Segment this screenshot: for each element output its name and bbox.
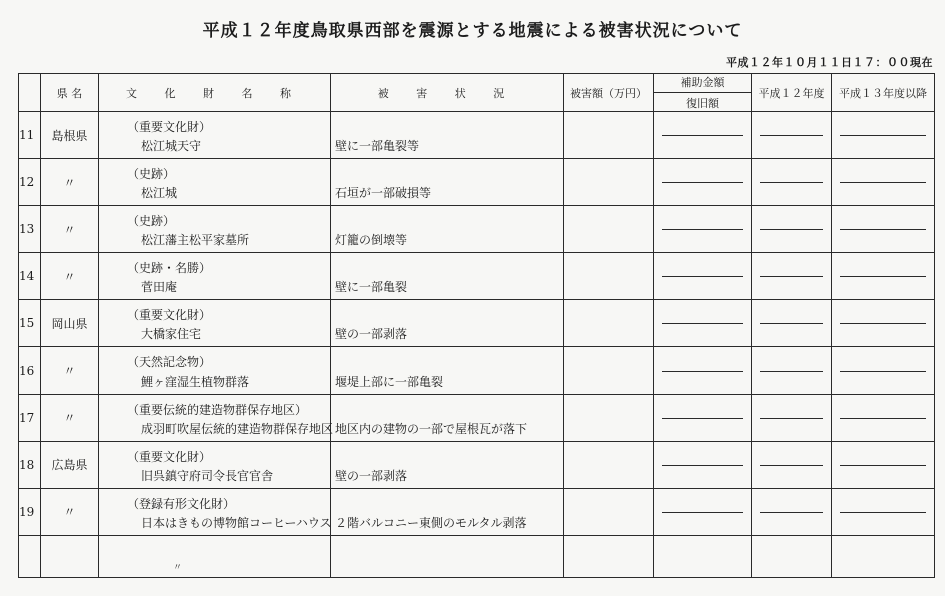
row-number: 13 xyxy=(19,206,41,253)
table-row xyxy=(19,112,935,159)
row-restore xyxy=(654,347,752,394)
row-fy13 xyxy=(832,253,935,300)
row-number: 18 xyxy=(19,441,41,488)
row-damage-text: 壁に一部亀裂等 xyxy=(335,139,420,154)
row-fy13 xyxy=(832,441,935,488)
row-fy12 xyxy=(752,112,832,159)
header-no xyxy=(19,74,41,112)
blank-cell xyxy=(564,535,654,577)
row-number: 17 xyxy=(19,394,41,441)
row-category: （史跡） xyxy=(127,214,176,229)
row-fy13 xyxy=(832,347,935,394)
row-prefecture: 〃 xyxy=(41,206,99,253)
row-fy12 xyxy=(752,159,832,206)
row-prefecture: 〃 xyxy=(41,347,99,394)
row-amount xyxy=(564,300,654,347)
dash-line xyxy=(662,276,743,277)
row-prefecture: 〃 xyxy=(41,159,99,206)
row-number: 19 xyxy=(19,488,41,535)
row-damage-text: ２階バルコニー東側のモルタル剥落 xyxy=(335,515,527,530)
header-fy13: 平成１３年度以降 xyxy=(832,74,935,112)
dash-line xyxy=(840,135,926,136)
dash-line xyxy=(662,323,743,324)
dash-line xyxy=(840,229,926,230)
blank-cell xyxy=(331,535,564,577)
row-damage xyxy=(331,441,564,488)
table-row xyxy=(19,300,935,347)
row-category: （重要文化財） xyxy=(127,120,212,134)
row-property-name: 松江藩主松平家墓所 xyxy=(141,233,250,248)
row-restore xyxy=(654,441,752,488)
row-damage-text: 堰堤上部に一部亀裂 xyxy=(335,374,444,389)
row-property xyxy=(99,441,331,488)
row-category: （重要文化財） xyxy=(127,449,212,464)
header-fy12: 平成１２年度 xyxy=(752,74,832,112)
row-property xyxy=(99,206,331,253)
row-number: 11 xyxy=(19,112,41,159)
header-name: 文 化 財 名 称 xyxy=(99,74,331,112)
row-damage xyxy=(331,488,564,535)
dash-line xyxy=(760,323,823,324)
dash-line xyxy=(840,512,926,513)
row-property-name: 松江城天守 xyxy=(141,139,202,154)
row-category: （重要伝統的建造物群保存地区） xyxy=(127,402,308,417)
row-number: 15 xyxy=(19,300,41,347)
dash-line xyxy=(840,418,926,419)
dash-line xyxy=(760,135,823,136)
row-property-name: 鯉ヶ窪湿生植物群落 xyxy=(141,374,250,389)
row-prefecture: 広島県 xyxy=(41,441,99,488)
row-category: （登録有形文化財） xyxy=(127,496,236,511)
row-fy12 xyxy=(752,253,832,300)
header-damage: 被 害 状 況 xyxy=(331,74,564,112)
row-damage xyxy=(331,159,564,206)
row-prefecture: 〃 xyxy=(41,394,99,441)
row-damage-text: 灯籠の倒壊等 xyxy=(335,233,408,248)
table-row xyxy=(19,206,935,253)
row-fy13 xyxy=(832,300,935,347)
header-amount: 被害額（万円） xyxy=(564,74,654,112)
header-restore-label: 復旧額 xyxy=(654,92,751,111)
row-amount xyxy=(564,394,654,441)
dash-line xyxy=(760,465,823,466)
row-fy12 xyxy=(752,488,832,535)
dash-line xyxy=(662,418,743,419)
table-row xyxy=(19,159,935,206)
row-fy12 xyxy=(752,394,832,441)
table-row xyxy=(19,347,935,394)
row-restore xyxy=(654,206,752,253)
header-subsidy-label: 補助金額 xyxy=(680,76,725,89)
blank-cell xyxy=(19,535,41,577)
row-fy12 xyxy=(752,347,832,394)
dash-line xyxy=(662,182,743,183)
row-damage xyxy=(331,112,564,159)
table-row xyxy=(19,441,935,488)
table-row xyxy=(19,394,935,441)
row-property-name: 日本はきもの博物館コーヒーハウス xyxy=(141,515,332,530)
row-restore xyxy=(654,488,752,535)
row-amount xyxy=(564,488,654,535)
dash-line xyxy=(760,418,823,419)
dash-line xyxy=(662,371,743,372)
dash-line xyxy=(760,512,823,513)
row-property-name: 旧呉鎮守府司令長官官舎 xyxy=(141,468,274,483)
row-amount xyxy=(564,253,654,300)
dash-line xyxy=(760,229,823,230)
row-damage xyxy=(331,347,564,394)
row-number: 14 xyxy=(19,253,41,300)
row-damage-text: 壁に一部亀裂 xyxy=(335,280,408,295)
row-fy13 xyxy=(832,488,935,535)
page-title: 平成１２年度鳥取県西部を震源とする地震による被害状況について xyxy=(202,21,743,41)
row-damage xyxy=(331,206,564,253)
row-damage xyxy=(331,300,564,347)
row-restore xyxy=(654,112,752,159)
row-damage-text: 地区内の建物の一部で屋根瓦が落下 xyxy=(335,421,528,436)
dash-line xyxy=(840,182,926,183)
row-prefecture: 岡山県 xyxy=(41,300,99,347)
row-damage-text: 壁の一部剥落 xyxy=(335,327,408,342)
dash-line xyxy=(760,371,823,372)
row-amount xyxy=(564,347,654,394)
row-fy13 xyxy=(832,112,935,159)
row-property-name: 大橋家住宅 xyxy=(141,327,202,342)
row-restore xyxy=(654,394,752,441)
dash-line xyxy=(662,135,743,136)
row-property xyxy=(99,300,331,347)
damage-table xyxy=(18,73,935,578)
blank-cell xyxy=(654,535,752,577)
dash-line xyxy=(840,276,926,277)
dash-line xyxy=(662,229,743,230)
row-category: （重要文化財） xyxy=(127,308,212,323)
blank-row-mark: 〃 xyxy=(173,563,183,573)
row-fy13 xyxy=(832,159,935,206)
blank-cell xyxy=(832,535,935,577)
table-row-blank xyxy=(19,535,935,577)
row-category: （天然記念物） xyxy=(127,355,212,370)
row-amount xyxy=(564,206,654,253)
row-number: 16 xyxy=(19,347,41,394)
dash-line xyxy=(760,276,823,277)
row-fy12 xyxy=(752,300,832,347)
row-property xyxy=(99,253,331,300)
dash-line xyxy=(662,512,743,513)
header-pref: 県 名 xyxy=(41,74,99,112)
row-restore xyxy=(654,159,752,206)
dash-line xyxy=(840,465,926,466)
row-restore xyxy=(654,253,752,300)
blank-cell xyxy=(752,535,832,577)
dash-line xyxy=(840,371,926,372)
row-fy13 xyxy=(832,394,935,441)
table-row xyxy=(19,488,935,535)
dash-line xyxy=(840,323,926,324)
as-of-date: 平成１２年１０月１１日１７：００現在 xyxy=(726,56,933,69)
row-property xyxy=(99,112,331,159)
row-property-name: 菅田庵 xyxy=(141,280,178,295)
row-amount xyxy=(564,159,654,206)
row-damage-text: 壁の一部剥落 xyxy=(335,468,408,483)
row-fy13 xyxy=(832,206,935,253)
table-row xyxy=(19,253,935,300)
row-property-name: 松江城 xyxy=(141,186,178,201)
row-prefecture: 〃 xyxy=(41,488,99,535)
row-category: （史跡・名勝） xyxy=(127,261,212,276)
row-category: （史跡） xyxy=(127,167,176,182)
row-property xyxy=(99,488,331,535)
row-damage xyxy=(331,253,564,300)
row-restore xyxy=(654,300,752,347)
blank-cell xyxy=(99,535,331,577)
row-number: 12 xyxy=(19,159,41,206)
row-amount xyxy=(564,441,654,488)
dash-line xyxy=(760,182,823,183)
row-property xyxy=(99,394,334,441)
dash-line xyxy=(662,465,743,466)
row-fy12 xyxy=(752,206,832,253)
row-damage xyxy=(331,394,564,441)
row-property xyxy=(99,347,331,394)
row-property xyxy=(99,159,331,206)
row-prefecture: 島根県 xyxy=(41,112,99,159)
row-prefecture: 〃 xyxy=(41,253,99,300)
row-fy12 xyxy=(752,441,832,488)
blank-cell xyxy=(41,535,99,577)
header-subsidy xyxy=(654,74,752,112)
row-property-name: 成羽町吹屋伝統的建造物群保存地区 xyxy=(141,421,334,436)
row-damage-text: 石垣が一部破損等 xyxy=(335,186,432,201)
row-amount xyxy=(564,112,654,159)
